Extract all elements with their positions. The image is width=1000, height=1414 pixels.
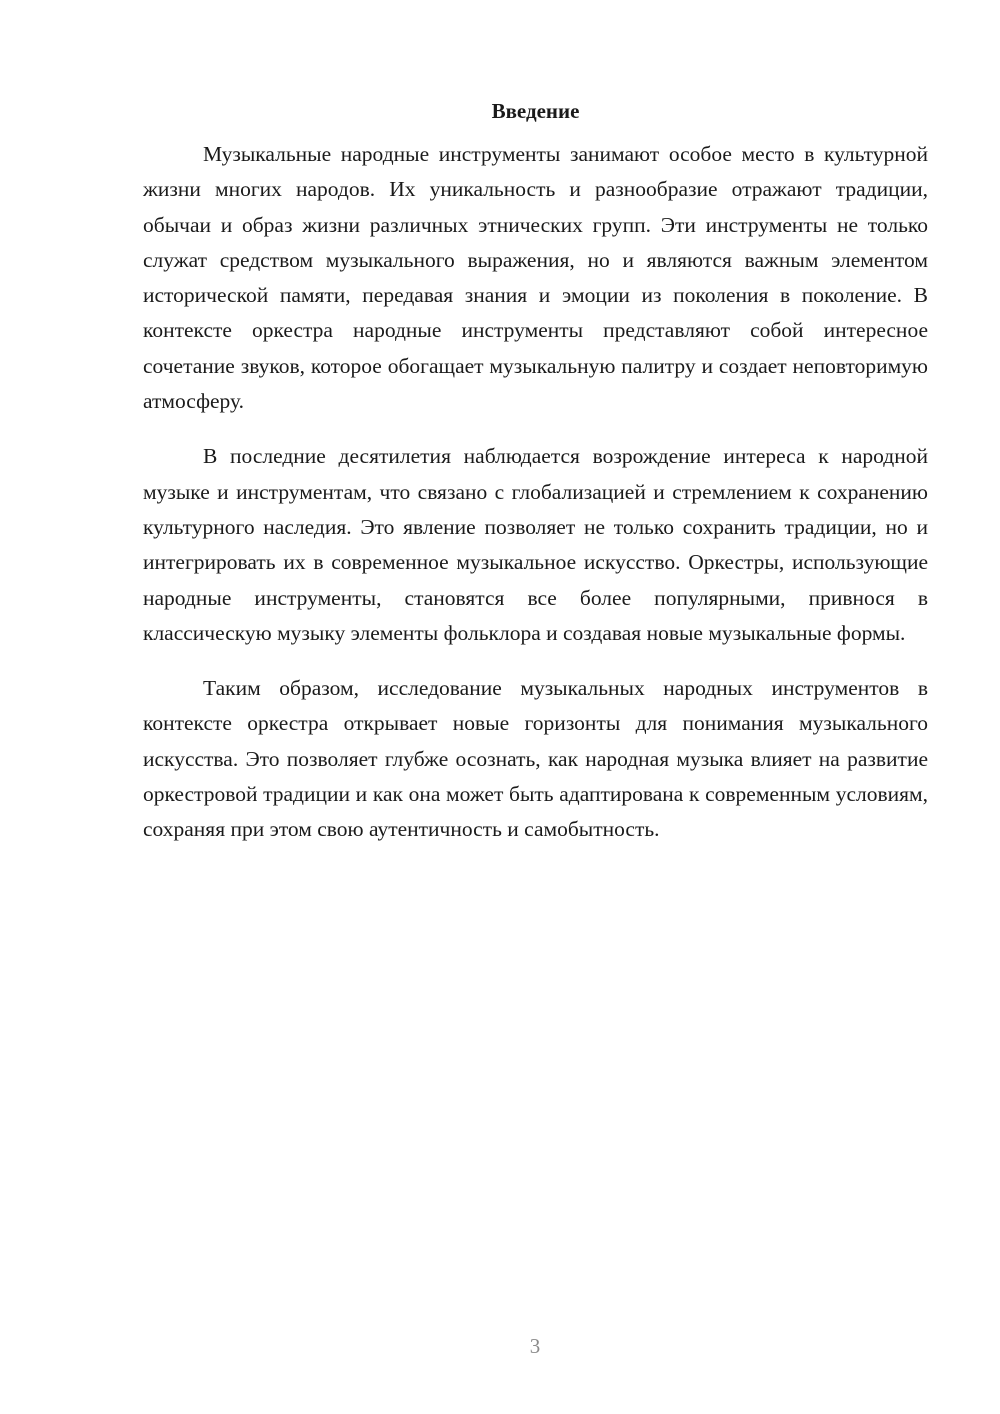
- section-title: Введение: [491, 99, 580, 123]
- paragraph-2: В последние десятилетия наблюдается возрождение интереса к народной музыке и инструментам, что связано с глобализацией и стремлением к сохранению культурного наследия. Это явление позволяет не только сохранить традиции, но и интегрировать их в современное музыкальное искусство. Оркестры, использующие народные инструменты, становятся все более популярными, привнося в классическую музыку элементы фольклора и создавая новые музыкальные формы.: [143, 444, 928, 645]
- page-content: [143, 96, 928, 868]
- page-number: 3: [529, 1334, 541, 1358]
- paragraph-3: Таким образом, исследование музыкальных народных инструментов в контексте оркестра открывает новые горизонты для понимания музыкального искусства. Это позволяет глубже осознать, как народная музыка влияет на развитие оркестровой традиции и как она может быть адаптирована к современным условиям, сохраняя при этом свою аутентичность и самобытность.: [143, 676, 928, 842]
- paragraph-1: Музыкальные народные инструменты занимают особое место в культурной жизни многих народов. Их уникальность и разнообразие отражают традиции, обычаи и образ жизни различных этнических групп. Эти инструменты не только служат средством музыкального выражения, но и являются важным элементом исторической памяти, передавая знания и эмоции из поколения в поколение. В контексте оркестра народные инструменты представляют собой интересное сочетание звуков, которое обогащает музыкальную палитру и создает неповторимую атмосферу.: [143, 142, 928, 414]
